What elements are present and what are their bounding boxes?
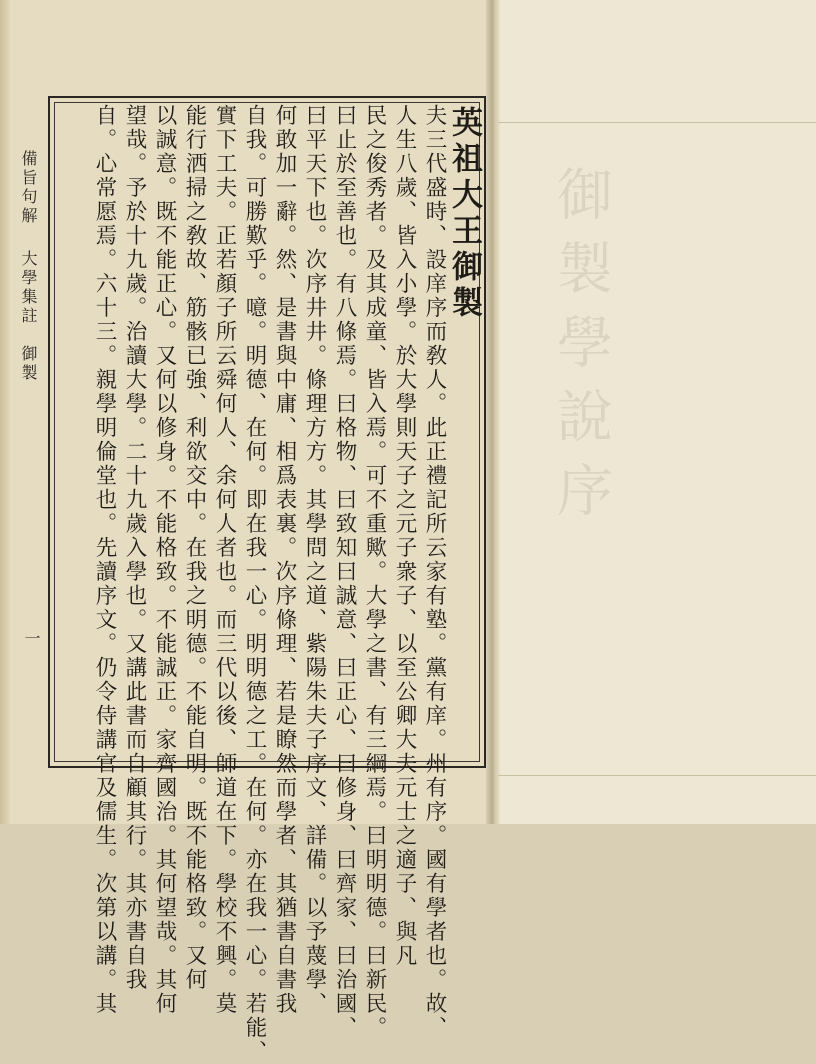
text-column: 夫三代盛時、設庠序而敎人。此正禮記所云家有塾。黨有庠。州有序。國有學者也。故、	[422, 104, 447, 1040]
text-frame	[48, 96, 486, 1064]
text-column: 曰平天下也。次序井井。條理方方。其學問之道、紫陽朱夫子序文、詳備。以予蔑學、	[302, 104, 327, 1016]
text-column: 自我。可勝歎乎。噫。明德、在何。即在我一心。明明德之工。在何。亦在我一心。若能、	[242, 104, 267, 1064]
text-column: 民之俊秀者。及其成童、皆入焉。可不重歟。大學之書、有三綱焉。曰明明德。曰新民。	[362, 104, 387, 1040]
text-column: 人生八歲、皆入小學。於大學則天子之元子衆子、以至公卿大夫元士之適子、與凡	[392, 104, 417, 968]
facing-page-ghost-text: 御製學說序	[548, 165, 613, 535]
page-title: 英祖大王御製	[446, 106, 482, 322]
margin-book-title: 備旨句解	[19, 150, 38, 226]
text-column: 曰止於至善也。有八條焉。曰格物、曰致知曰誠意、曰正心、曰修身、曰齊家、曰治國、	[332, 104, 357, 1040]
page-edge	[0, 0, 10, 824]
text-column: 望哉。予於十九歲。治讀大學。二十九歲入學也。又講此書而自顧其行。其亦書自我	[122, 104, 147, 992]
facing-page-rule-top	[498, 122, 816, 123]
page-margin	[18, 150, 52, 670]
text-column: 何敢加一辭。然、是書與中庸、相爲表裏。次序條理、若是瞭然而學者、其猶書自書我	[272, 104, 297, 1016]
page-number: 一	[22, 630, 41, 646]
margin-section-title: 大學集註 御製	[19, 250, 38, 383]
text-column: 實下工夫。正若顏子所云舜何人、余何人者也。而三代以後、師道在下。學校不興。莫	[212, 104, 237, 1016]
facing-page-rule-bottom	[498, 775, 816, 776]
text-column: 自。心常愿焉。六十三。親學明倫堂也。先讀序文。仍令侍講官及儒生。次第以講。其	[92, 104, 117, 1016]
book-gutter	[486, 0, 500, 824]
text-column: 以誠意。既不能正心。又何以修身。不能格致。不能誠正。家齊國治。其何望哉。其何	[152, 104, 177, 1016]
text-column: 能行洒掃之敎故、筋骸已強、利欲交中。在我之明德。不能自明。既不能格致。又何	[182, 104, 207, 992]
